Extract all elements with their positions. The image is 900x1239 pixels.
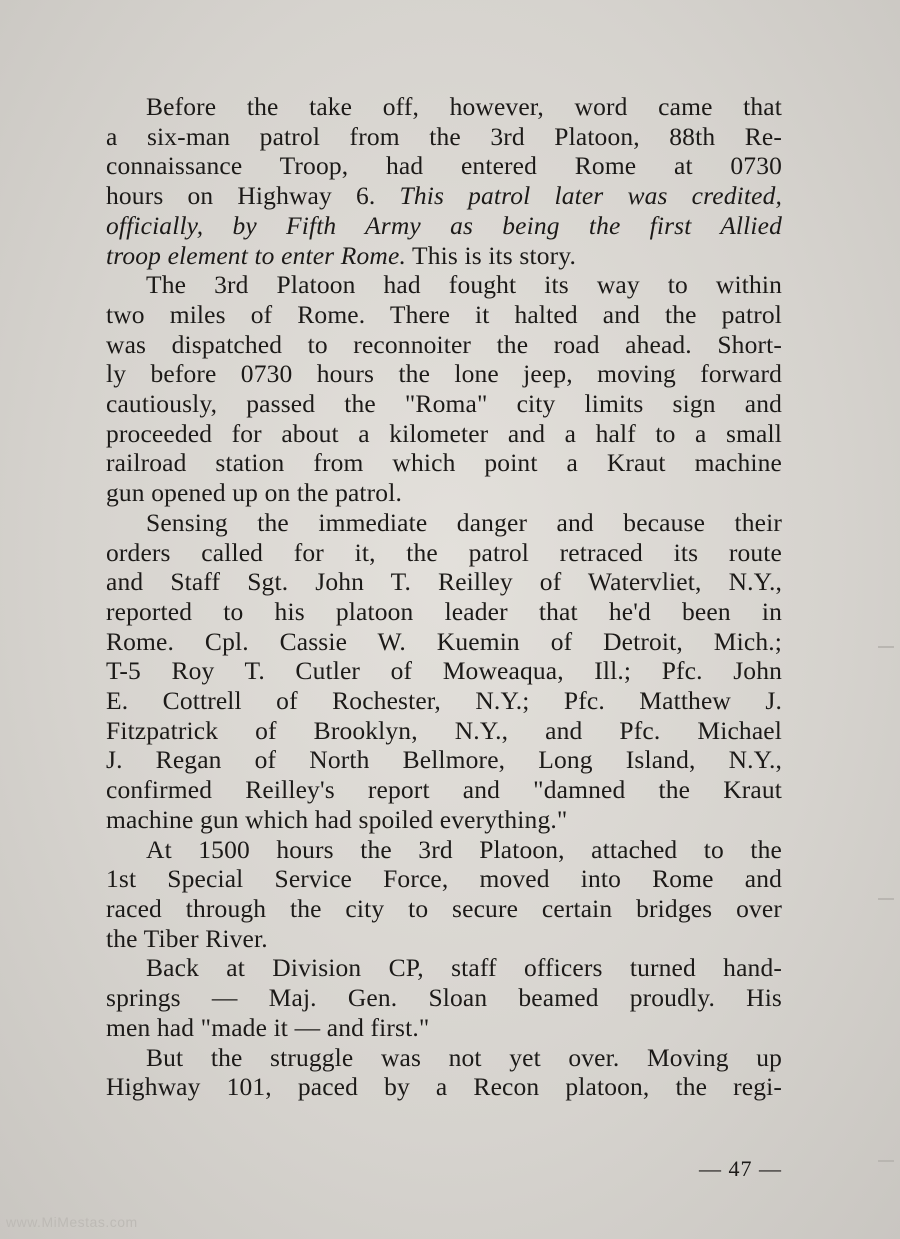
page-edge-mark — [878, 1160, 894, 1162]
text-line: raced through the city to secure certain bridges over — [106, 893, 782, 923]
text-line: But the struggle was not yet over. Moving up — [146, 1042, 782, 1072]
text-line: springs — Maj. Gen. Sloan beamed proudly. His — [106, 983, 782, 1013]
text-line: J. Regan of North Bellmore, Long Island, N.Y., — [106, 745, 782, 775]
text-line: cautiously, passed the "Roma" city limits sign and — [106, 389, 782, 419]
text-line: Sensing the immediate danger and because their — [146, 507, 782, 537]
paragraph — [106, 835, 782, 954]
paragraph — [106, 953, 782, 1042]
text-line: Before the take off, however, word came that — [146, 92, 782, 121]
text-line: proceeded for about a kilometer and a half to a small — [106, 418, 782, 448]
text-line: confirmed Reilley's report and "damned the Kraut — [106, 775, 782, 805]
page-edge-mark — [878, 646, 894, 648]
text-line-upright: This is its story. — [405, 240, 577, 270]
paragraph — [106, 508, 782, 835]
text-line-italic: This patrol later was credited, — [399, 181, 782, 211]
text-line: orders called for it, the patrol retraced its route — [106, 537, 782, 567]
text-line: Highway 101, paced by a Recon platoon, the regi- — [106, 1072, 782, 1102]
text-line — [106, 241, 782, 271]
text-line: machine gun which had spoiled everything." — [106, 804, 568, 834]
text-line: reported to his platoon leader that he'd been in — [106, 596, 782, 626]
text-line: and Staff Sgt. John T. Reilley of Watervliet, N.Y., — [106, 567, 782, 597]
text-line: a six-man patrol from the 3rd Platoon, 88th Re- — [106, 121, 782, 151]
text-line: Rome. Cpl. Cassie W. Kuemin of Detroit, Mich.; — [106, 626, 782, 656]
text-line-upright: hours on Highway 6. — [106, 181, 400, 211]
text-line: At 1500 hours the 3rd Platoon, attached to the — [146, 834, 782, 864]
text-line: was dispatched to reconnoiter the road ahead. Short- — [106, 329, 782, 359]
paragraph — [106, 270, 782, 508]
watermark: www.MiMestas.com — [6, 1214, 138, 1230]
text-line — [106, 181, 782, 211]
page-edge-mark — [878, 898, 894, 900]
text-line: ly before 0730 hours the lone jeep, moving forward — [106, 359, 782, 389]
text-line: E. Cottrell of Rochester, N.Y.; Pfc. Matthew J. — [106, 686, 782, 716]
text-line: railroad station from which point a Kraut machine — [106, 448, 782, 478]
text-line: men had "made it — and first." — [106, 1012, 430, 1042]
text-line: the Tiber River. — [106, 923, 268, 953]
text-line: The 3rd Platoon had fought its way to within — [146, 270, 782, 300]
text-line: officially, by Fifth Army as being the first Allied — [106, 210, 782, 240]
text-line: connaissance Troop, had entered Rome at 0730 — [106, 151, 782, 181]
paragraph — [106, 1043, 782, 1102]
text-line: Back at Division CP, staff officers turned hand- — [146, 953, 782, 983]
text-line: 1st Special Service Force, moved into Rome and — [106, 864, 782, 894]
text-line: T-5 Roy T. Cutler of Moweaqua, Ill.; Pfc. John — [106, 656, 782, 686]
paragraph — [106, 92, 782, 270]
text-line: Fitzpatrick of Brooklyn, N.Y., and Pfc. Michael — [106, 715, 782, 745]
page-body-text — [106, 92, 782, 1102]
text-line-italic: troop element to enter Rome. — [106, 240, 406, 270]
page-number: — 47 — — [699, 1156, 782, 1181]
text-line: gun opened up on the patrol. — [106, 478, 402, 508]
text-line: two miles of Rome. There it halted and the patrol — [106, 299, 782, 329]
